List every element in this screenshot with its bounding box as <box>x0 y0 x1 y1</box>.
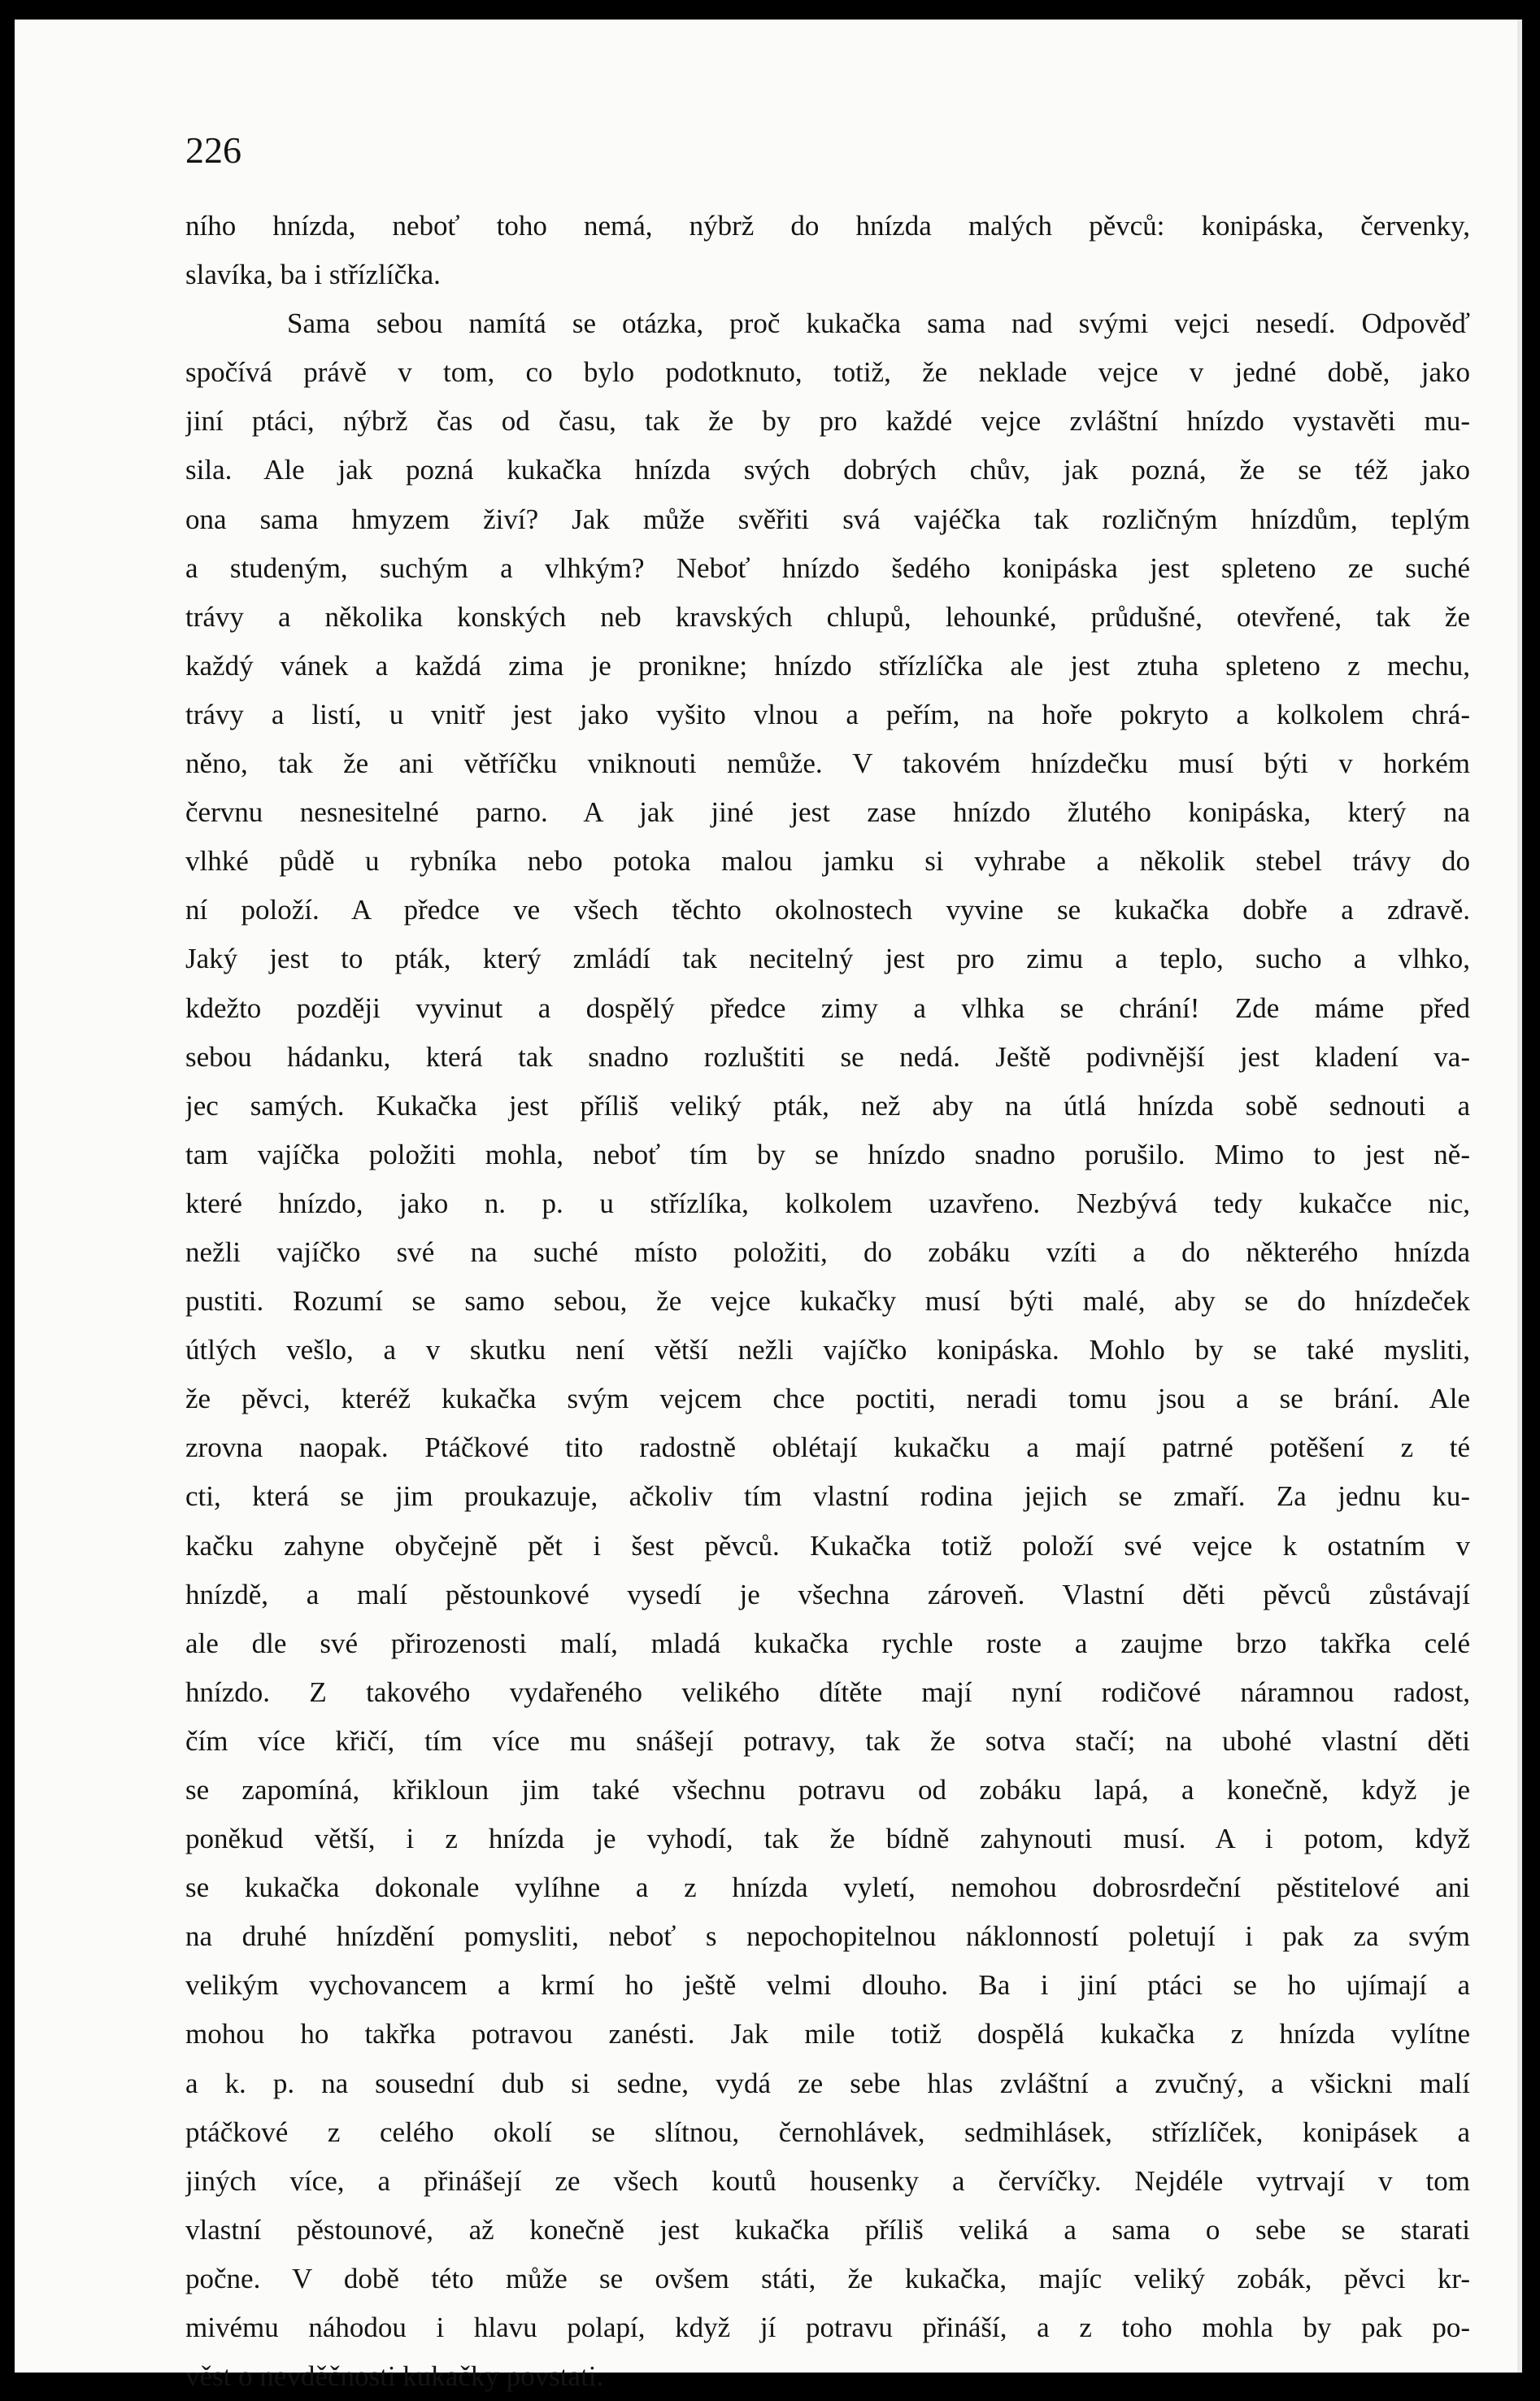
text-line: vlhké půdě u rybníka nebo potoka malou jamku si vyhrabe a několik stebel trávy do <box>185 845 1470 878</box>
text-line: něno, tak že ani větříčku vniknouti nemůže. V takovém hnízdečku musí býti v horkém <box>185 747 1470 780</box>
page-edge <box>1517 20 1522 2373</box>
text-line: Sama sebou namítá se otázka, proč kukačka sama nad svými vejci nesedí. Odpověď <box>287 307 1470 340</box>
text-line: vlastní pěstounové, až konečně jest kukačka příliš veliká a sama o sebe se starati <box>185 2213 1470 2246</box>
text-line: mohou ho takřka potravou zanésti. Jak mile totiž dospělá kukačka z hnízda vylítne <box>185 2018 1470 2050</box>
page-number: 226 <box>185 129 241 171</box>
text-line: cti, která se jim proukazuje, ačkoliv tím vlastní rodina jejich se zmaří. Za jednu ku- <box>185 1480 1470 1513</box>
text-line: trávy a několika konských neb kravských chlupů, lehounké, průdušné, otevřené, tak že <box>185 600 1470 633</box>
body-text <box>185 202 1470 2401</box>
text-line: a k. p. na sousední dub si sedne, vydá ze sebe hlas zvláštní a zvučný, a všickni malí <box>185 2067 1470 2099</box>
text-line: trávy a listí, u vnitř jest jako vyšito vlnou a peřím, na hoře pokryto a kolkolem chrá- <box>185 698 1470 730</box>
text-line: jec samých. Kukačka jest příliš veliký pták, než aby na útlá hnízda sobě sednouti a <box>185 1089 1470 1122</box>
text-line: spočívá právě v tom, co bylo podotknuto, totiž, že neklade vejce v jedné době, jako <box>185 356 1470 389</box>
text-line: útlých vešlo, a v skutku není větší nežli vajíčko konipáska. Mohlo by se také mysliti, <box>185 1334 1470 1366</box>
text-line: poněkud větší, i z hnízda je vyhodí, tak že bídně zahynouti musí. A i potom, když <box>185 1823 1470 1855</box>
text-line: každý vánek a každá zima je pronikne; hnízdo střízlíčka ale jest ztuha spleteno z mechu, <box>185 649 1470 682</box>
text-line: věst o nevděčnosti kukačky povstati. <box>185 2360 604 2393</box>
text-line: červnu nesnesitelné parno. A jak jiné jest zase hnízdo žlutého konipáska, který na <box>185 796 1470 829</box>
text-line: se kukačka dokonale vylíhne a z hnízda vyletí, nemohou dobrosrdeční pěstitelové ani <box>185 1872 1470 1904</box>
text-line: ale dle své přirozenosti malí, mladá kukačka rychle roste a zaujme brzo takřka celé <box>185 1627 1470 1659</box>
text-line: slavíka, ba i střízlíčka. <box>185 259 441 291</box>
text-line: sila. Ale jak pozná kukačka hnízda svých dobrých chův, jak pozná, že se též jako <box>185 454 1470 486</box>
text-line: čím více křičí, tím více mu snášejí potravy, tak že sotva stačí; na ubohé vlastní děti <box>185 1724 1470 1757</box>
text-line: ní položí. A předce ve všech těchto okolnostech vyvine se kukačka dobře a zdravě. <box>185 894 1470 926</box>
text-line: hnízdě, a malí pěstounkové vysedí je všechna zároveň. Vlastní děti pěvců zůstávají <box>185 1578 1470 1610</box>
text-line: kačku zahyne obyčejně pět i šest pěvců. Kukačka totiž položí své vejce k ostatním v <box>185 1529 1470 1562</box>
text-line: mivému náhodou i hlavu polapí, když jí potravu přináší, a z toho mohla by pak po- <box>185 2312 1470 2344</box>
text-line: Jaký jest to pták, který zmládí tak necitelný jest pro zimu a teplo, sucho a vlhko, <box>185 943 1470 975</box>
text-line: pustiti. Rozumí se samo sebou, že vejce kukačky musí býti malé, aby se do hnízdeček <box>185 1285 1470 1318</box>
text-line: že pěvci, kteréž kukačka svým vejcem chce poctiti, neradi tomu jsou a se brání. Ale <box>185 1383 1470 1415</box>
text-line: ona sama hmyzem živí? Jak může svěřiti svá vajéčka tak rozličným hnízdům, teplým <box>185 503 1470 535</box>
text-line: tam vajíčka položiti mohla, neboť tím by se hnízdo snadno porušilo. Mimo to jest ně- <box>185 1138 1470 1170</box>
text-line: hnízdo. Z takového vydařeného velikého dítěte mají nyní rodičové náramnou radost, <box>185 1675 1470 1708</box>
text-line: nežli vajíčko své na suché místo položiti, do zobáku vzíti a do některého hnízda <box>185 1235 1470 1268</box>
text-line: zrovna naopak. Ptáčkové tito radostně oblétají kukačku a mají patrné potěšení z té <box>185 1431 1470 1464</box>
text-line: a studeným, suchým a vlhkým? Neboť hnízdo šedého konipáska jest spleteno ze suché <box>185 551 1470 584</box>
text-line: jiní ptáci, nýbrž čas od času, tak že by pro každé vejce zvláštní hnízdo vystavěti mu- <box>185 405 1470 438</box>
text-line: sebou hádanku, která tak snadno rozluštiti se nedá. Ještě podivnější jest kladení va- <box>185 1040 1470 1073</box>
text-line: jiných více, a přinášejí ze všech koutů housenky a červíčky. Nejdéle vytrvají v tom <box>185 2164 1470 2197</box>
text-line: ního hnízda, neboť toho nemá, nýbrž do hnízda malých pěvců: konipáska, červenky, <box>185 210 1470 242</box>
text-line: kdežto později vyvinut a dospělý předce zimy a vlhka se chrání! Zde máme před <box>185 991 1470 1024</box>
text-line: se zapomíná, křikloun jim také všechnu potravu od zobáku lapá, a konečně, když je <box>185 1774 1470 1806</box>
text-line: ptáčkové z celého okolí se slítnou, černohlávek, sedmihlásek, střízlíček, konipásek a <box>185 2116 1470 2148</box>
text-line: na druhé hnízdění pomysliti, neboť s nepochopitelnou náklonností poletují i pak za svým <box>185 1920 1470 1953</box>
text-line: které hnízdo, jako n. p. u střízlíka, kolkolem uzavřeno. Nezbývá tedy kukačce nic, <box>185 1187 1470 1219</box>
text-line: počne. V době této může se ovšem státi, že kukačka, majíc veliký zobák, pěvci kr- <box>185 2262 1470 2294</box>
text-line: velikým vychovancem a krmí ho ještě velmi dlouho. Ba i jiní ptáci se ho ujímají a <box>185 1969 1470 2002</box>
